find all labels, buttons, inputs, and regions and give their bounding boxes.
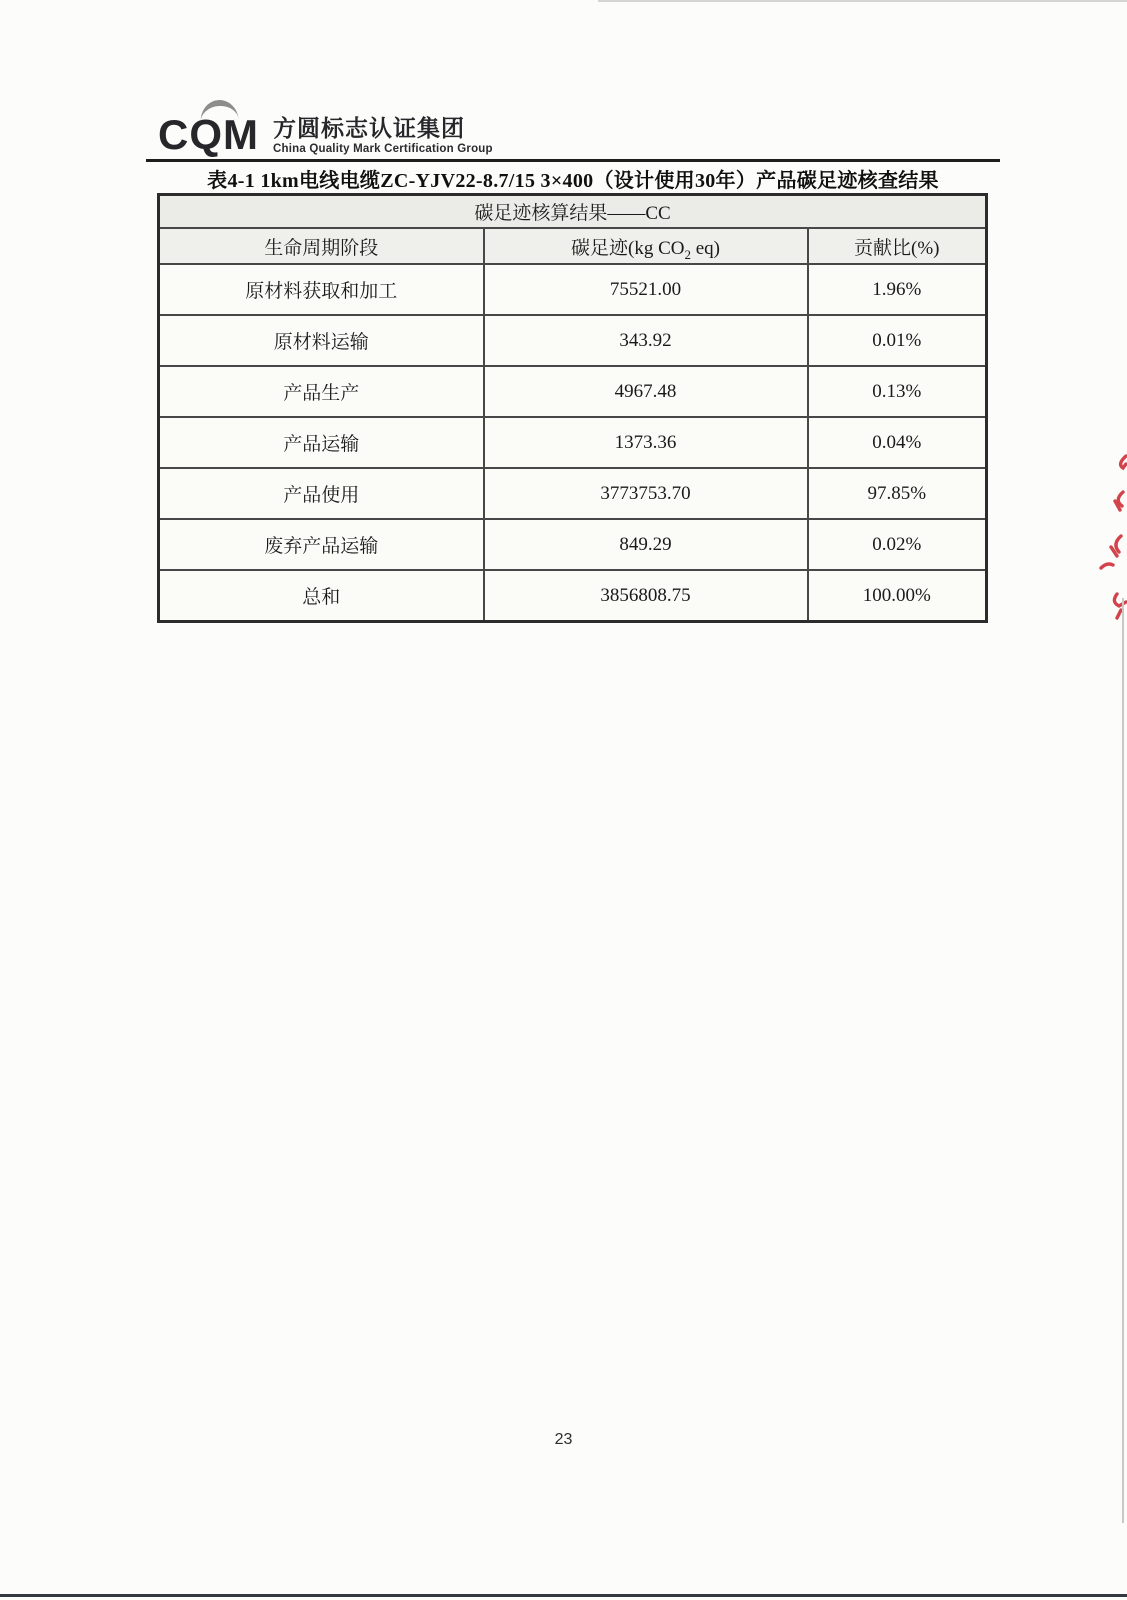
table-row	[159, 570, 987, 622]
bottom-scan-artifact	[0, 1594, 1127, 1597]
logo-cn-name: 方圆标志认证集团	[273, 114, 465, 141]
cell-stage: 产品生产	[159, 366, 484, 417]
cell-contribution: 0.01%	[808, 315, 987, 366]
cell-contribution: 97.85%	[808, 468, 987, 519]
header-rule	[146, 159, 1000, 162]
page-number: 23	[554, 1431, 573, 1448]
cqm-wordmark-wrap	[158, 98, 259, 156]
col-header-footprint	[484, 228, 808, 264]
cqm-wordmark: CQM	[158, 111, 259, 158]
cell-footprint: 3773753.70	[484, 468, 808, 519]
table-row	[159, 519, 987, 570]
logo-en-name: China Quality Mark Certification Group	[273, 143, 493, 155]
cell-stage: 原材料获取和加工	[159, 264, 484, 315]
merged-header-cell: 碳足迹核算结果——CC	[159, 195, 987, 229]
logo-names	[273, 116, 493, 156]
cell-footprint: 1373.36	[484, 417, 808, 468]
footprint-header-pre: 碳足迹(kg CO	[571, 237, 685, 259]
col-header-stage: 生命周期阶段	[159, 228, 484, 264]
cell-stage: 总和	[159, 570, 484, 622]
carbon-footprint-table	[157, 193, 988, 623]
cell-footprint: 3856808.75	[484, 570, 808, 622]
co2-subscript: 2	[684, 246, 691, 262]
logo-arc-icon	[199, 99, 238, 123]
cqm-logo	[158, 98, 493, 156]
table-row	[159, 468, 987, 519]
top-scan-artifact	[598, 0, 1127, 2]
table-row	[159, 366, 987, 417]
cell-contribution: 0.04%	[808, 417, 987, 468]
column-header-row	[159, 228, 987, 264]
cell-footprint: 4967.48	[484, 366, 808, 417]
right-scan-artifact	[1122, 598, 1124, 1523]
footprint-header-post: eq)	[690, 237, 720, 259]
cell-contribution: 1.96%	[808, 264, 987, 315]
table-row	[159, 264, 987, 315]
table-title: 表4-1 1km电线电缆ZC-YJV22-8.7/15 3×400（设计使用30年）产品碳足迹核查结果	[207, 170, 939, 192]
cell-contribution: 100.00%	[808, 570, 987, 622]
red-ink-marks	[1093, 452, 1127, 622]
cell-stage: 原材料运输	[159, 315, 484, 366]
table-row	[159, 417, 987, 468]
cell-contribution: 0.13%	[808, 366, 987, 417]
cell-footprint: 849.29	[484, 519, 808, 570]
merged-header-row	[159, 195, 987, 229]
cell-footprint: 75521.00	[484, 264, 808, 315]
cell-footprint: 343.92	[484, 315, 808, 366]
col-header-contribution: 贡献比(%)	[808, 228, 987, 264]
cell-stage: 产品使用	[159, 468, 484, 519]
cell-stage: 产品运输	[159, 417, 484, 468]
cell-contribution: 0.02%	[808, 519, 987, 570]
table-row	[159, 315, 987, 366]
cell-stage: 废弃产品运输	[159, 519, 484, 570]
